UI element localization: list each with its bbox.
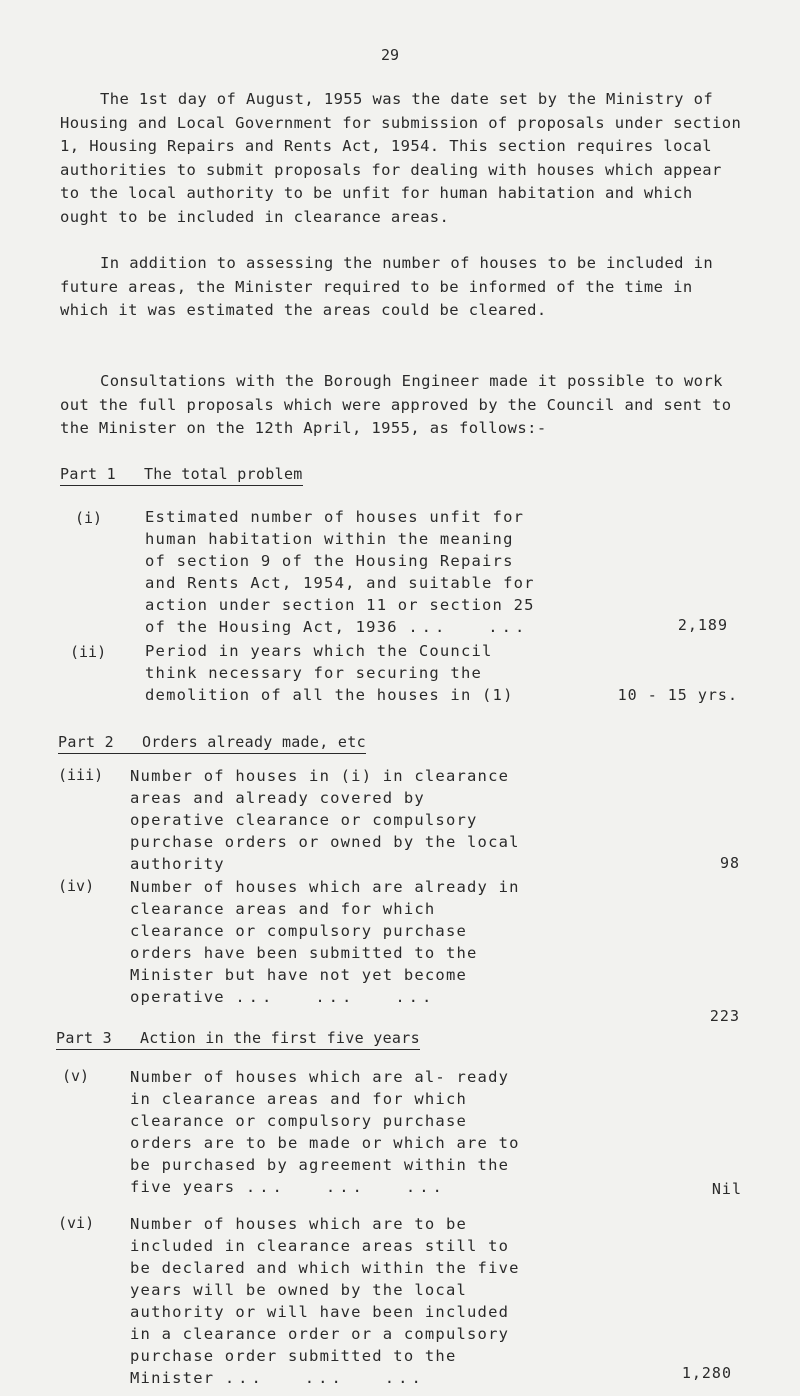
item-label-iv: (iv)	[58, 877, 95, 895]
item-dots-i: ... ...	[408, 618, 529, 636]
part-2-heading: Part 2 Orders already made, etc	[58, 733, 366, 754]
item-text-i	[145, 506, 537, 638]
part-3-heading: Part 3 Action in the first five years	[56, 1029, 420, 1050]
item-value-i: 2,189	[677, 616, 728, 634]
item-value-ii: 10 - 15 yrs.	[617, 686, 738, 704]
intro-paragraph-2: In addition to assessing the number of houses to be included in future areas, the Minister required to be informed of the time in which it was estimated the areas could be cleared.	[60, 254, 714, 319]
item-label-iii: (iii)	[58, 766, 104, 784]
item-label-vi: (vi)	[58, 1214, 95, 1232]
part-1-heading: Part 1 The total problem	[60, 465, 303, 486]
item-value-iv: 223	[709, 1007, 740, 1025]
item-dots-vi: ... ... ...	[224, 1369, 425, 1387]
item-dots-iv: ... ... ...	[235, 988, 436, 1006]
item-label-ii: (ii)	[70, 643, 107, 661]
item-text-ii: Period in years which the Council think necessary for securing the demolition of all the houses in (1)	[145, 642, 514, 704]
item-text-iv	[130, 876, 530, 1008]
item-text-iv-body: Number of houses which are already in clearance areas and for which clearance or compulsory purchase orders have been submitted to the Minister but have not yet become operative	[130, 878, 520, 1006]
item-value-v: Nil	[711, 1180, 742, 1198]
page-number: 29	[380, 46, 400, 64]
item-text-vi	[130, 1213, 530, 1389]
item-text-i-body: Estimated number of houses unfit for human habitation within the meaning of section 9 of the Housing Repairs and Rents Act, 1954, and suitable for action under section 11 or section 25 of the Housing Act, 1936	[145, 508, 535, 636]
intro-paragraph-3: Consultations with the Borough Engineer made it possible to work out the full proposals which were approved by the Council and sent to the Minister on the 12th April, 1955, as follows:-	[60, 372, 732, 437]
item-text-iii: Number of houses in (i) in clearance areas and already covered by operative clearance or compulsory purchase orders or owned by the local authority	[130, 767, 520, 873]
item-dots-v: ... ... ...	[245, 1178, 446, 1196]
item-value-iii: 98	[719, 854, 740, 872]
item-text-v	[130, 1066, 530, 1198]
item-label-i: (i)	[75, 509, 103, 527]
item-value-vi: 1,280	[681, 1364, 732, 1382]
item-text-v-body: Number of houses which are al- ready in clearance areas and for which clearance or compulsory purchase orders are to be made or which are to be purchased by agreement within the five years	[130, 1068, 520, 1196]
item-label-v: (v)	[62, 1067, 90, 1085]
item-text-vi-body: Number of houses which are to be included in clearance areas still to be declared and which within the five years will be owned by the local authority or will have been included in a clearance order or a compulsory purchase order submitted to the Minister	[130, 1215, 520, 1387]
intro-paragraph-1: The 1st day of August, 1955 was the date set by the Ministry of Housing and Local Government for submission of proposals under section 1, Housing Repairs and Rents Act, 1954. This section requires local authorities to submit proposals for dealing with houses which appear to the local authority to be unfit for human habitation and which ought to be included in clearance areas.	[60, 90, 742, 226]
